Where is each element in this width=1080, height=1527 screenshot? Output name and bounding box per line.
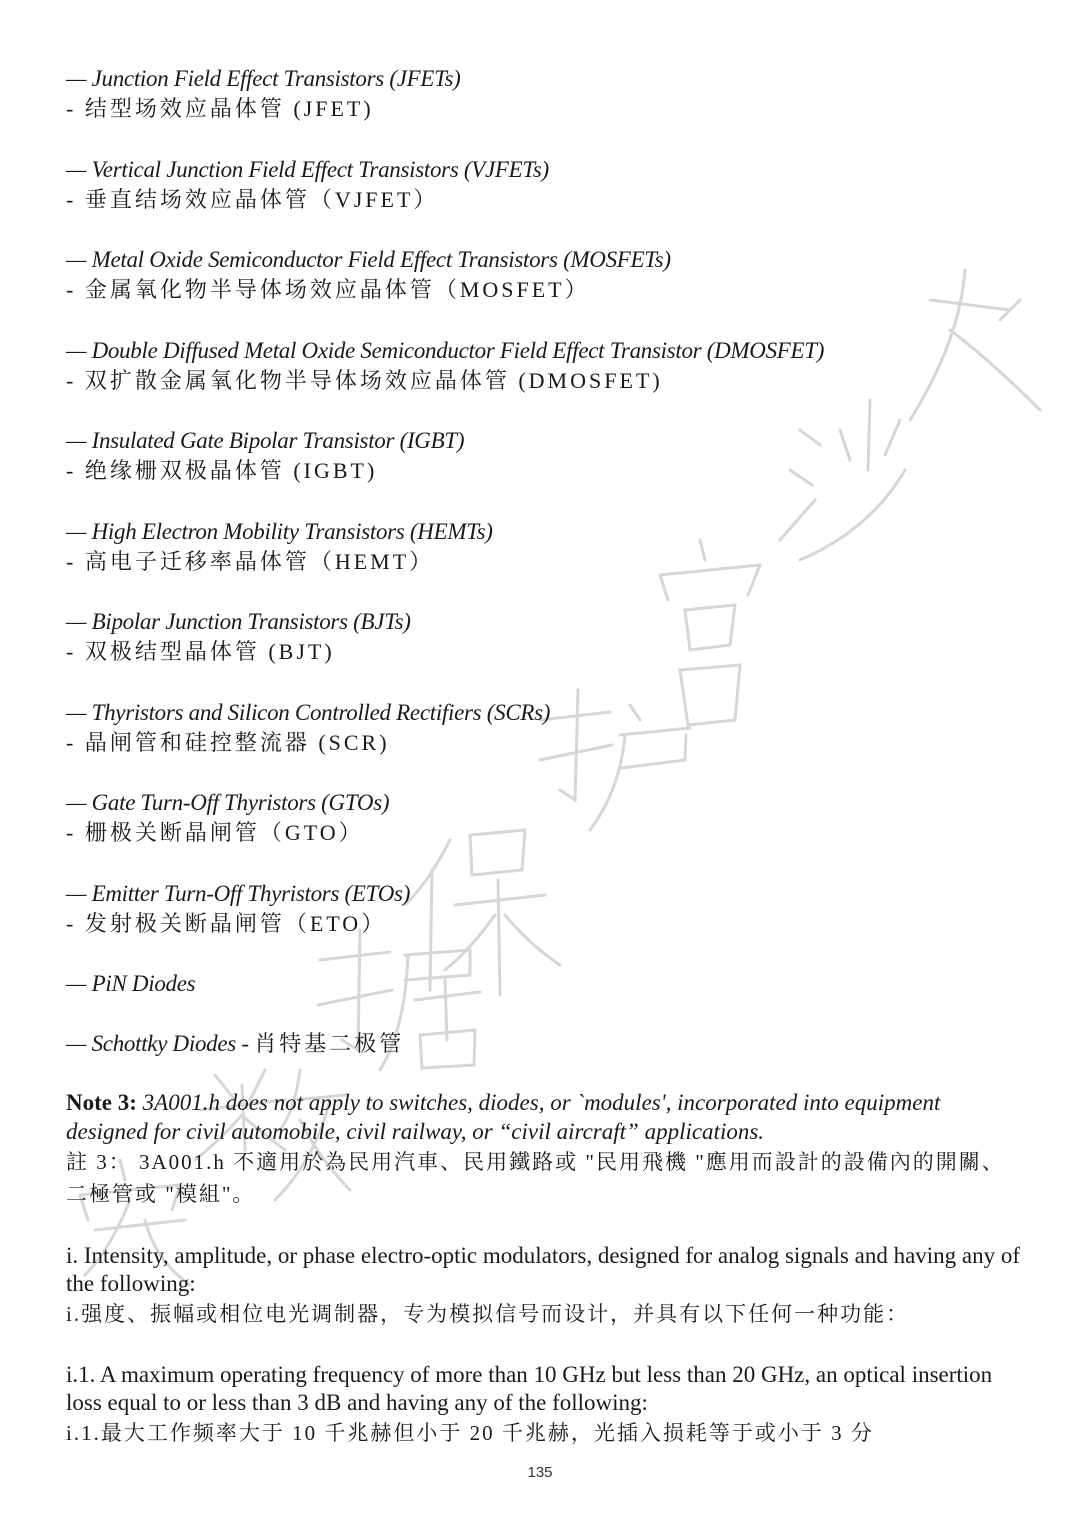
item-chinese: - 发射极关断晶闸管（ETO） [66,911,387,936]
paragraph-english: i. Intensity, amplitude, or phase electro-optic modulators, designed for analog signals and having any of the following: [66,1243,1021,1296]
note-text: 3A001.h does not apply to switches, diodes, or `modules', incorporated into equipment designed for civil automobile, civil railway, or “civil aircraft” applications. [66,1090,941,1144]
item-english: — Insulated Gate Bipolar Transistor (IGBT) [66,428,465,453]
item-english: — PiN Diodes [66,971,196,996]
schottky-english: — Schottky Diodes - [66,1031,255,1056]
list-item-schottky [66,1029,1016,1059]
list-item [66,64,1016,124]
item-chinese: - 结型场效应晶体管 (JFET) [66,96,374,121]
list-item [66,245,1016,305]
item-english: — Double Diffused Metal Oxide Semiconductor Field Effect Transistor (DMOSFET) [66,338,825,363]
item-english: — Metal Oxide Semiconductor Field Effect Transistors (MOSFETs) [66,247,671,272]
paragraph-i1 [66,1361,1026,1449]
item-english: — Bipolar Junction Transistors (BJTs) [66,609,411,634]
note-label: Note 3: [66,1090,137,1115]
list-item [66,336,1016,396]
note-chinese: 註 3： 3A001.h 不適用於為民用汽車、民用鐵路或 "民用飛機 "應用而設計的設備內的開關、二極管或 "模組"。 [66,1150,1005,1206]
item-chinese: - 栅极关断晶闸管（GTO） [66,820,364,845]
list-item [66,698,1016,758]
paragraph-i [66,1242,1026,1330]
item-chinese: - 高电子迁移率晶体管（HEMT） [66,549,435,574]
item-english: — Vertical Junction Field Effect Transistors (VJFETs) [66,157,549,182]
list-item [66,517,1016,577]
list-item [66,788,1016,848]
note-english [66,1088,1016,1146]
item-english: — Junction Field Effect Transistors (JFETs) [66,66,461,91]
item-chinese: - 金属氧化物半导体场效应晶体管（MOSFET） [66,277,590,302]
item-english: — Emitter Turn-Off Thyristors (ETOs) [66,881,411,906]
paragraph-chinese: i.1.最大工作频率大于 10 千兆赫但小于 20 千兆赫，光插入损耗等于或小于 3 分 [66,1421,874,1445]
item-chinese: - 双极结型晶体管 (BJT) [66,639,335,664]
list-item [66,607,1016,667]
item-english: — High Electron Mobility Transistors (HEMTs) [66,519,493,544]
list-item [66,879,1016,939]
list-item [66,155,1016,215]
item-english: — Thyristors and Silicon Controlled Rectifiers (SCRs) [66,700,551,725]
item-english [66,1029,1016,1059]
schottky-chinese: 肖特基二极管 [254,1031,405,1056]
list-item [66,426,1016,486]
item-chinese: - 双扩散金属氧化物半导体场效应晶体管 (DMOSFET) [66,368,663,393]
item-chinese: - 垂直结场效应晶体管（VJFET） [66,187,439,212]
paragraph-chinese: i.强度、振幅或相位电光调制器，专为模拟信号而设计，并具有以下任何一种功能： [66,1302,910,1326]
item-english: — Gate Turn-Off Thyristors (GTOs) [66,790,390,815]
paragraph-english: i.1. A maximum operating frequency of more than 10 GHz but less than 20 GHz, an optical insertion loss equal to or less than 3 dB and having any of the following: [66,1362,993,1415]
item-chinese: - 晶闸管和硅控整流器 (SCR) [66,730,390,755]
note-3 [66,1088,1016,1210]
list-item-pin-diodes [66,969,1016,999]
item-chinese: - 绝缘栅双极晶体管 (IGBT) [66,458,378,483]
page-number: 135 [527,1464,553,1481]
